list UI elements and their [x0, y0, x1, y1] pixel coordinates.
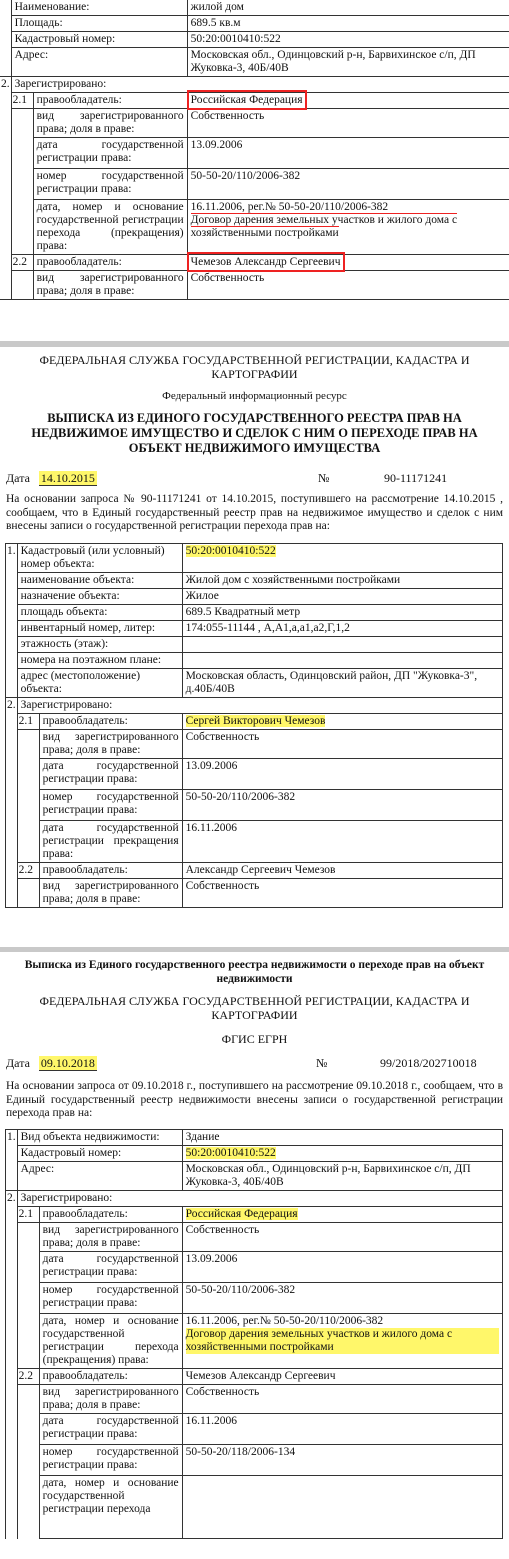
- field-label: Адрес:: [17, 1162, 182, 1191]
- section-number: 2.: [6, 1191, 18, 1207]
- field-value: 174:055-11144 , А,А1,а,а1,а2,Г,1,2: [185, 622, 350, 634]
- section-label: Зарегистрировано:: [11, 77, 509, 93]
- reg-date-value: 13.09.2006: [187, 138, 509, 169]
- holder-number: 2.2: [17, 1369, 39, 1385]
- extract-table-2015: [5, 543, 503, 908]
- date-value: 14.10.2015: [40, 471, 95, 485]
- transfer-basis-label: дата, номер и основание государственной регистрации перехода (прекращения) права:: [33, 200, 187, 255]
- object-info-row: [6, 1130, 503, 1146]
- right-type-value: Собственность: [182, 1385, 502, 1414]
- transfer-basis-contract: Договор дарения земельных участков и жилого дома с хозяйственными постройками: [190, 214, 458, 239]
- holder-row-2: [0, 255, 509, 271]
- transfer-basis-date: 16.11.2006, рег.№ 50-50-20/110/2006-382: [190, 201, 389, 213]
- section-registered: [6, 1191, 503, 1207]
- intro-text: На основании запроса № 90-11171241 от 14.10.2015, поступившего на рассмотрение 14.10.2015 , сообщаем, что в Единый государственный реестр прав на недвижимое имущество и сделок с ним внесены записи о государственной регистрации перехода прав на:: [6, 493, 503, 532]
- field-label: площадь объекта:: [17, 605, 182, 621]
- holder-number: 2.1: [11, 93, 33, 109]
- field-value: Московская обл., Одинцовский р-н, Барвихинское с/п, ДП Жуковка-3, 40Б/40В: [190, 49, 476, 74]
- extract-fragment-1: [0, 0, 509, 341]
- document-title: Выписка из Единого государственного реестра недвижимости о переходе прав на объект недвижимости: [24, 959, 485, 985]
- section-number: 2.: [6, 698, 18, 714]
- holder-label: правообладатель:: [33, 93, 187, 109]
- section-number: [0, 0, 11, 77]
- reg-number-value: 50-50-20/110/2006-382: [182, 790, 502, 821]
- field-label: назначение объекта:: [17, 589, 182, 605]
- right-type-label: вид зарегистрированного права; доля в праве:: [39, 879, 182, 908]
- holder-label: правообладатель:: [39, 1369, 182, 1385]
- date-label: Дата: [6, 471, 30, 485]
- date-label: Дата: [6, 1056, 30, 1070]
- field-value: 689.5 кв.м: [190, 17, 241, 29]
- object-info-row: [6, 653, 503, 669]
- section-number: 1.: [6, 1130, 18, 1191]
- reg-number-label: номер государственной регистрации права:: [33, 169, 187, 200]
- field-label: наименование объекта:: [17, 573, 182, 589]
- resource-name: Федеральный информационный ресурс: [162, 390, 347, 402]
- holder-value: Российская Федерация: [190, 94, 303, 106]
- date-line: [6, 471, 503, 485]
- object-info-row: [6, 605, 503, 621]
- field-value: 50:20:0010410:522: [190, 33, 281, 45]
- holder-value: Сергей Викторович Чемезов: [185, 715, 326, 727]
- field-value: Московская обл., Одинцовский р-н, Барвихинское с/п, ДП Жуковка-3, 40Б/40В: [185, 1163, 471, 1188]
- field-value: 50:20:0010410:522: [185, 1147, 276, 1159]
- extract-fragment-2018: [0, 952, 509, 1559]
- system-name: ФГИС ЕГРН: [221, 1032, 288, 1046]
- field-label: Площадь:: [11, 16, 187, 32]
- field-label: инвентарный номер, литер:: [17, 621, 182, 637]
- right-type-value: Собственность: [187, 271, 509, 300]
- transfer-basis-contract: Договор дарения земельных участков и жилого дома с хозяйственными постройками: [186, 1328, 499, 1354]
- field-value: жилой дом: [190, 1, 244, 13]
- field-label: Кадастровый (или условный) номер объекта:: [17, 544, 182, 573]
- right-type-value: Собственность: [182, 1223, 502, 1252]
- reg-number-label: номер государственной регистрации права:: [39, 1283, 182, 1314]
- field-label: Адрес:: [11, 48, 187, 77]
- number-label: №: [318, 471, 330, 485]
- reg-number-value: 50-50-20/110/2006-382: [182, 1283, 502, 1314]
- reg-number-value: 50-50-20/110/2006-382: [187, 169, 509, 200]
- object-info-row: [6, 637, 503, 653]
- field-label: Вид объекта недвижимости:: [17, 1130, 182, 1146]
- agency-name: ФЕДЕРАЛЬНАЯ СЛУЖБА ГОСУДАРСТВЕННОЙ РЕГИСТРАЦИИ, КАДАСТРА И КАРТОГРАФИИ: [39, 994, 470, 1022]
- reg-number-value: 50-50-20/118/2006-134: [182, 1445, 502, 1476]
- object-info-row: [6, 544, 503, 573]
- date-value: 09.10.2018: [40, 1056, 95, 1070]
- object-info-row: [0, 32, 509, 48]
- reg-number-label: номер государственной регистрации права:: [39, 790, 182, 821]
- extract-fragment-2015: [0, 347, 509, 947]
- section-label: Зарегистрировано:: [17, 698, 502, 714]
- holder-row: [0, 93, 509, 109]
- right-type-label: вид зарегистрированного права; доля в праве:: [33, 271, 187, 300]
- agency-name: ФЕДЕРАЛЬНАЯ СЛУЖБА ГОСУДАРСТВЕННОЙ РЕГИСТРАЦИИ, КАДАСТРА И КАРТОГРАФИИ: [39, 353, 470, 381]
- termination-date-label: дата государственной регистрации прекращения права:: [39, 821, 182, 863]
- holder-number: 2.2: [11, 255, 33, 271]
- document-title: ВЫПИСКА ИЗ ЕДИНОГО ГОСУДАРСТВЕННОГО РЕЕСТРА ПРАВ НА НЕДВИЖИМОЕ ИМУЩЕСТВО И СДЕЛОК С НИМ О ПЕРЕХОДЕ ПРАВ НА ОБЪЕКТ НЕДВИЖИМОГО ИМУЩЕСТВА: [31, 411, 478, 455]
- number-label: №: [316, 1056, 328, 1070]
- transfer-basis-label: дата, номер и основание государственной регистрации перехода (прекращения) права:: [39, 1314, 182, 1369]
- termination-date-value: 16.11.2006: [182, 821, 502, 863]
- holder-label: правообладатель:: [39, 1207, 182, 1223]
- right-type-label: вид зарегистрированного права; доля в праве:: [39, 730, 182, 759]
- section-registered: [6, 698, 503, 714]
- holder-value: Чемезов Александр Сергеевич: [190, 256, 341, 268]
- object-info-row: [6, 589, 503, 605]
- holder-number: 2.1: [17, 1207, 39, 1223]
- reg-date-value: 13.09.2006: [182, 1252, 502, 1283]
- date-line: [6, 1056, 503, 1070]
- right-type-label: вид зарегистрированного права; доля в праве:: [33, 109, 187, 138]
- field-label: Наименование:: [11, 0, 187, 16]
- field-label: адрес (местоположение) объекта:: [17, 669, 182, 698]
- field-label: этажность (этаж):: [17, 637, 182, 653]
- field-label: Кадастровый номер:: [11, 32, 187, 48]
- object-info-row: [0, 16, 509, 32]
- right-type-value: Собственность: [182, 730, 502, 759]
- holder-value: Чемезов Александр Сергеевич: [182, 1369, 502, 1385]
- field-value: Жилой дом с хозяйственными постройками: [185, 574, 401, 586]
- object-info-row: [6, 669, 503, 698]
- reg-date-label: дата государственной регистрации права:: [33, 138, 187, 169]
- number-value: 99/2018/202710018: [380, 1056, 477, 1070]
- transfer-basis-label: дата, номер и основание государственной регистрации перехода: [39, 1476, 182, 1539]
- right-type-label: вид зарегистрированного права; доля в праве:: [39, 1385, 182, 1414]
- right-type-value: Собственность: [187, 109, 509, 138]
- field-value: Московская область, Одинцовский район, ДП "Жуковка-3", д.40Б/40В: [185, 670, 478, 695]
- object-info-row: [0, 0, 509, 16]
- extract-table-1: [0, 0, 509, 300]
- holder-label: правообладатель:: [39, 714, 182, 730]
- holder-number: 2.2: [17, 863, 39, 879]
- field-value: 50:20:0010410:522: [185, 545, 276, 557]
- reg-date-label: дата государственной регистрации права:: [39, 1414, 182, 1445]
- field-value: 689.5 Квадратный метр: [185, 606, 301, 618]
- section-number: 1.: [6, 544, 18, 698]
- intro-text: На основании запроса от 09.10.2018 г., поступившего на рассмотрение 09.10.2018 г., сообщаем, что в Единый государственный реестр недвижимости внесены записи о государственной регистрации перехода прав на:: [6, 1080, 503, 1119]
- section-label: Зарегистрировано:: [17, 1191, 502, 1207]
- section-registered: [0, 77, 509, 93]
- right-type-label: вид зарегистрированного права; доля в праве:: [39, 1223, 182, 1252]
- section-number: 2.: [0, 77, 11, 93]
- holder-value: Российская Федерация: [185, 1208, 298, 1220]
- holder-label: правообладатель:: [39, 863, 182, 879]
- field-label: номера на поэтажном плане:: [17, 653, 182, 669]
- transfer-basis-value: [182, 1476, 502, 1539]
- field-value: Здание: [185, 1131, 220, 1143]
- field-value: Жилое: [185, 590, 219, 602]
- transfer-basis-date: 16.11.2006, рег.№ 50-50-20/110/2006-382: [185, 1315, 384, 1327]
- object-info-row: [0, 48, 509, 77]
- object-info-row: [6, 621, 503, 637]
- reg-date-value: 16.11.2006: [182, 1414, 502, 1445]
- reg-number-label: номер государственной регистрации права:: [39, 1445, 182, 1476]
- field-label: Кадастровый номер:: [17, 1146, 182, 1162]
- holder-number: 2.1: [17, 714, 39, 730]
- object-info-row: [6, 573, 503, 589]
- reg-date-label: дата государственной регистрации права:: [39, 1252, 182, 1283]
- object-info-row: [6, 1162, 503, 1191]
- object-info-row: [6, 1146, 503, 1162]
- reg-date-label: дата государственной регистрации права:: [39, 759, 182, 790]
- holder-label: правообладатель:: [33, 255, 187, 271]
- right-type-value: Собственность: [182, 879, 502, 908]
- holder-value: Александр Сергеевич Чемезов: [182, 863, 502, 879]
- reg-date-value: 13.09.2006: [182, 759, 502, 790]
- number-value: 90-11171241: [384, 471, 448, 485]
- extract-table-2018: [5, 1129, 503, 1539]
